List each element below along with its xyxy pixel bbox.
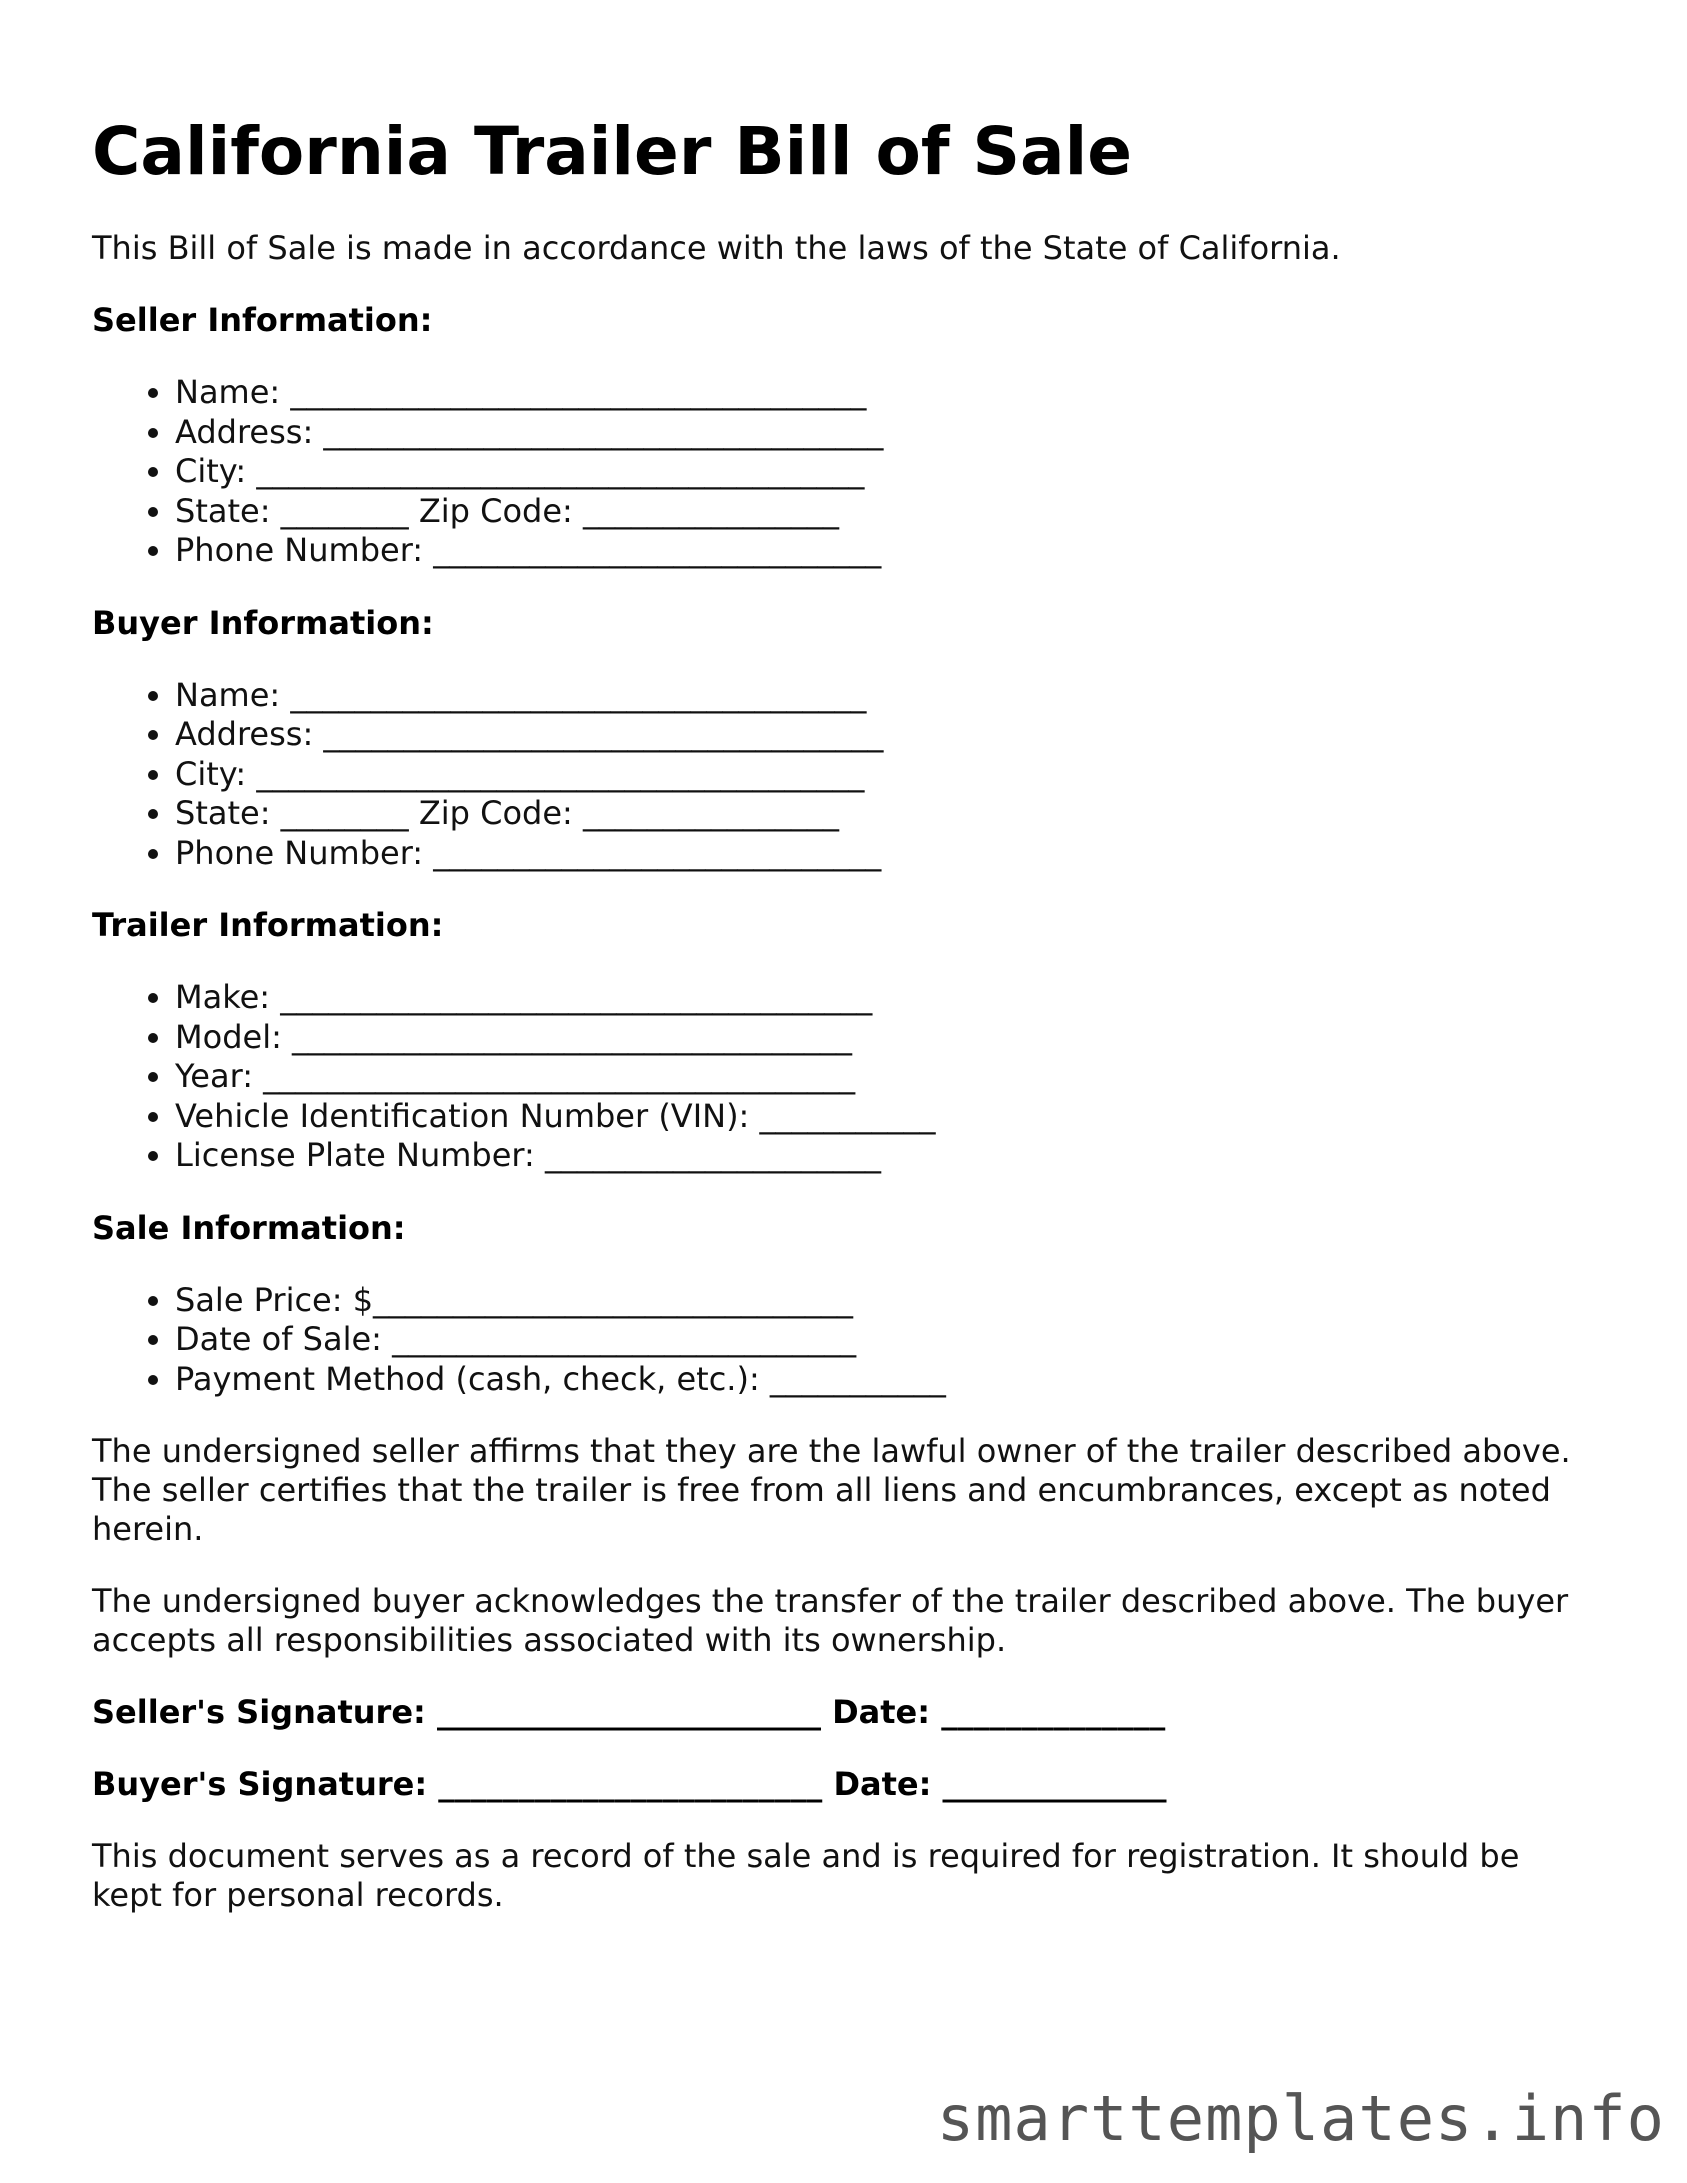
seller-affirmation-paragraph: The undersigned seller affirms that they are the lawful owner of the trailer described above. The seller certifies that the trailer is free from all liens and encumbrances, except as noted herein. <box>92 1432 1571 1549</box>
sale-date-field: • Date of Sale: _____________________________ <box>175 1320 1592 1360</box>
seller-name-field: • Name: ____________________________________ <box>175 373 1592 413</box>
seller-section-heading: Seller Information: <box>92 301 433 340</box>
sale-price-field: • Sale Price: $______________________________ <box>175 1281 1592 1321</box>
seller-state-zip-field: • State: ________ Zip Code: ________________ <box>175 492 1592 532</box>
trailer-vin-field: • Vehicle Identification Number (VIN): ___________ <box>175 1097 1592 1137</box>
trailer-info-list <box>92 978 1592 1176</box>
document-page <box>92 112 1592 1948</box>
page-title: California Trailer Bill of Sale <box>92 113 1132 190</box>
trailer-make-field: • Make: _____________________________________ <box>175 978 1592 1018</box>
buyer-city-field: • City: ______________________________________ <box>175 755 1592 795</box>
buyer-acknowledgment-paragraph: The undersigned buyer acknowledges the transfer of the trailer described above. The buyer accepts all responsibilities associated with its ownership. <box>92 1582 1569 1660</box>
buyer-section-heading: Buyer Information: <box>92 603 434 642</box>
sale-info-list <box>92 1281 1592 1400</box>
closing-paragraph: This document serves as a record of the sale and is required for registration. It should be kept for personal records. <box>92 1837 1520 1915</box>
trailer-section-heading: Trailer Information: <box>92 906 444 945</box>
buyer-name-field: • Name: ____________________________________ <box>175 676 1592 716</box>
buyer-state-zip-field: • State: ________ Zip Code: ________________ <box>175 794 1592 834</box>
trailer-plate-field: • License Plate Number: _____________________ <box>175 1136 1592 1176</box>
seller-info-list <box>92 373 1592 571</box>
trailer-year-field: • Year: _____________________________________ <box>175 1057 1592 1097</box>
intro-paragraph: This Bill of Sale is made in accordance with the laws of the State of California. <box>92 229 1341 268</box>
watermark-text: smarttemplates.info <box>936 2082 1665 2155</box>
buyer-phone-field: • Phone Number: ____________________________ <box>175 834 1592 874</box>
buyer-signature-line: Buyer's Signature: ________________________ Date: ______________ <box>92 1765 1167 1804</box>
sale-section-heading: Sale Information: <box>92 1208 406 1247</box>
payment-method-field: • Payment Method (cash, check, etc.): ___________ <box>175 1360 1592 1400</box>
seller-phone-field: • Phone Number: ____________________________ <box>175 531 1592 571</box>
buyer-info-list <box>92 676 1592 874</box>
buyer-address-field: • Address: ___________________________________ <box>175 715 1592 755</box>
seller-city-field: • City: ______________________________________ <box>175 452 1592 492</box>
trailer-model-field: • Model: ___________________________________ <box>175 1018 1592 1058</box>
seller-signature-line: Seller's Signature: ________________________ Date: ______________ <box>92 1693 1166 1732</box>
seller-address-field: • Address: ___________________________________ <box>175 413 1592 453</box>
